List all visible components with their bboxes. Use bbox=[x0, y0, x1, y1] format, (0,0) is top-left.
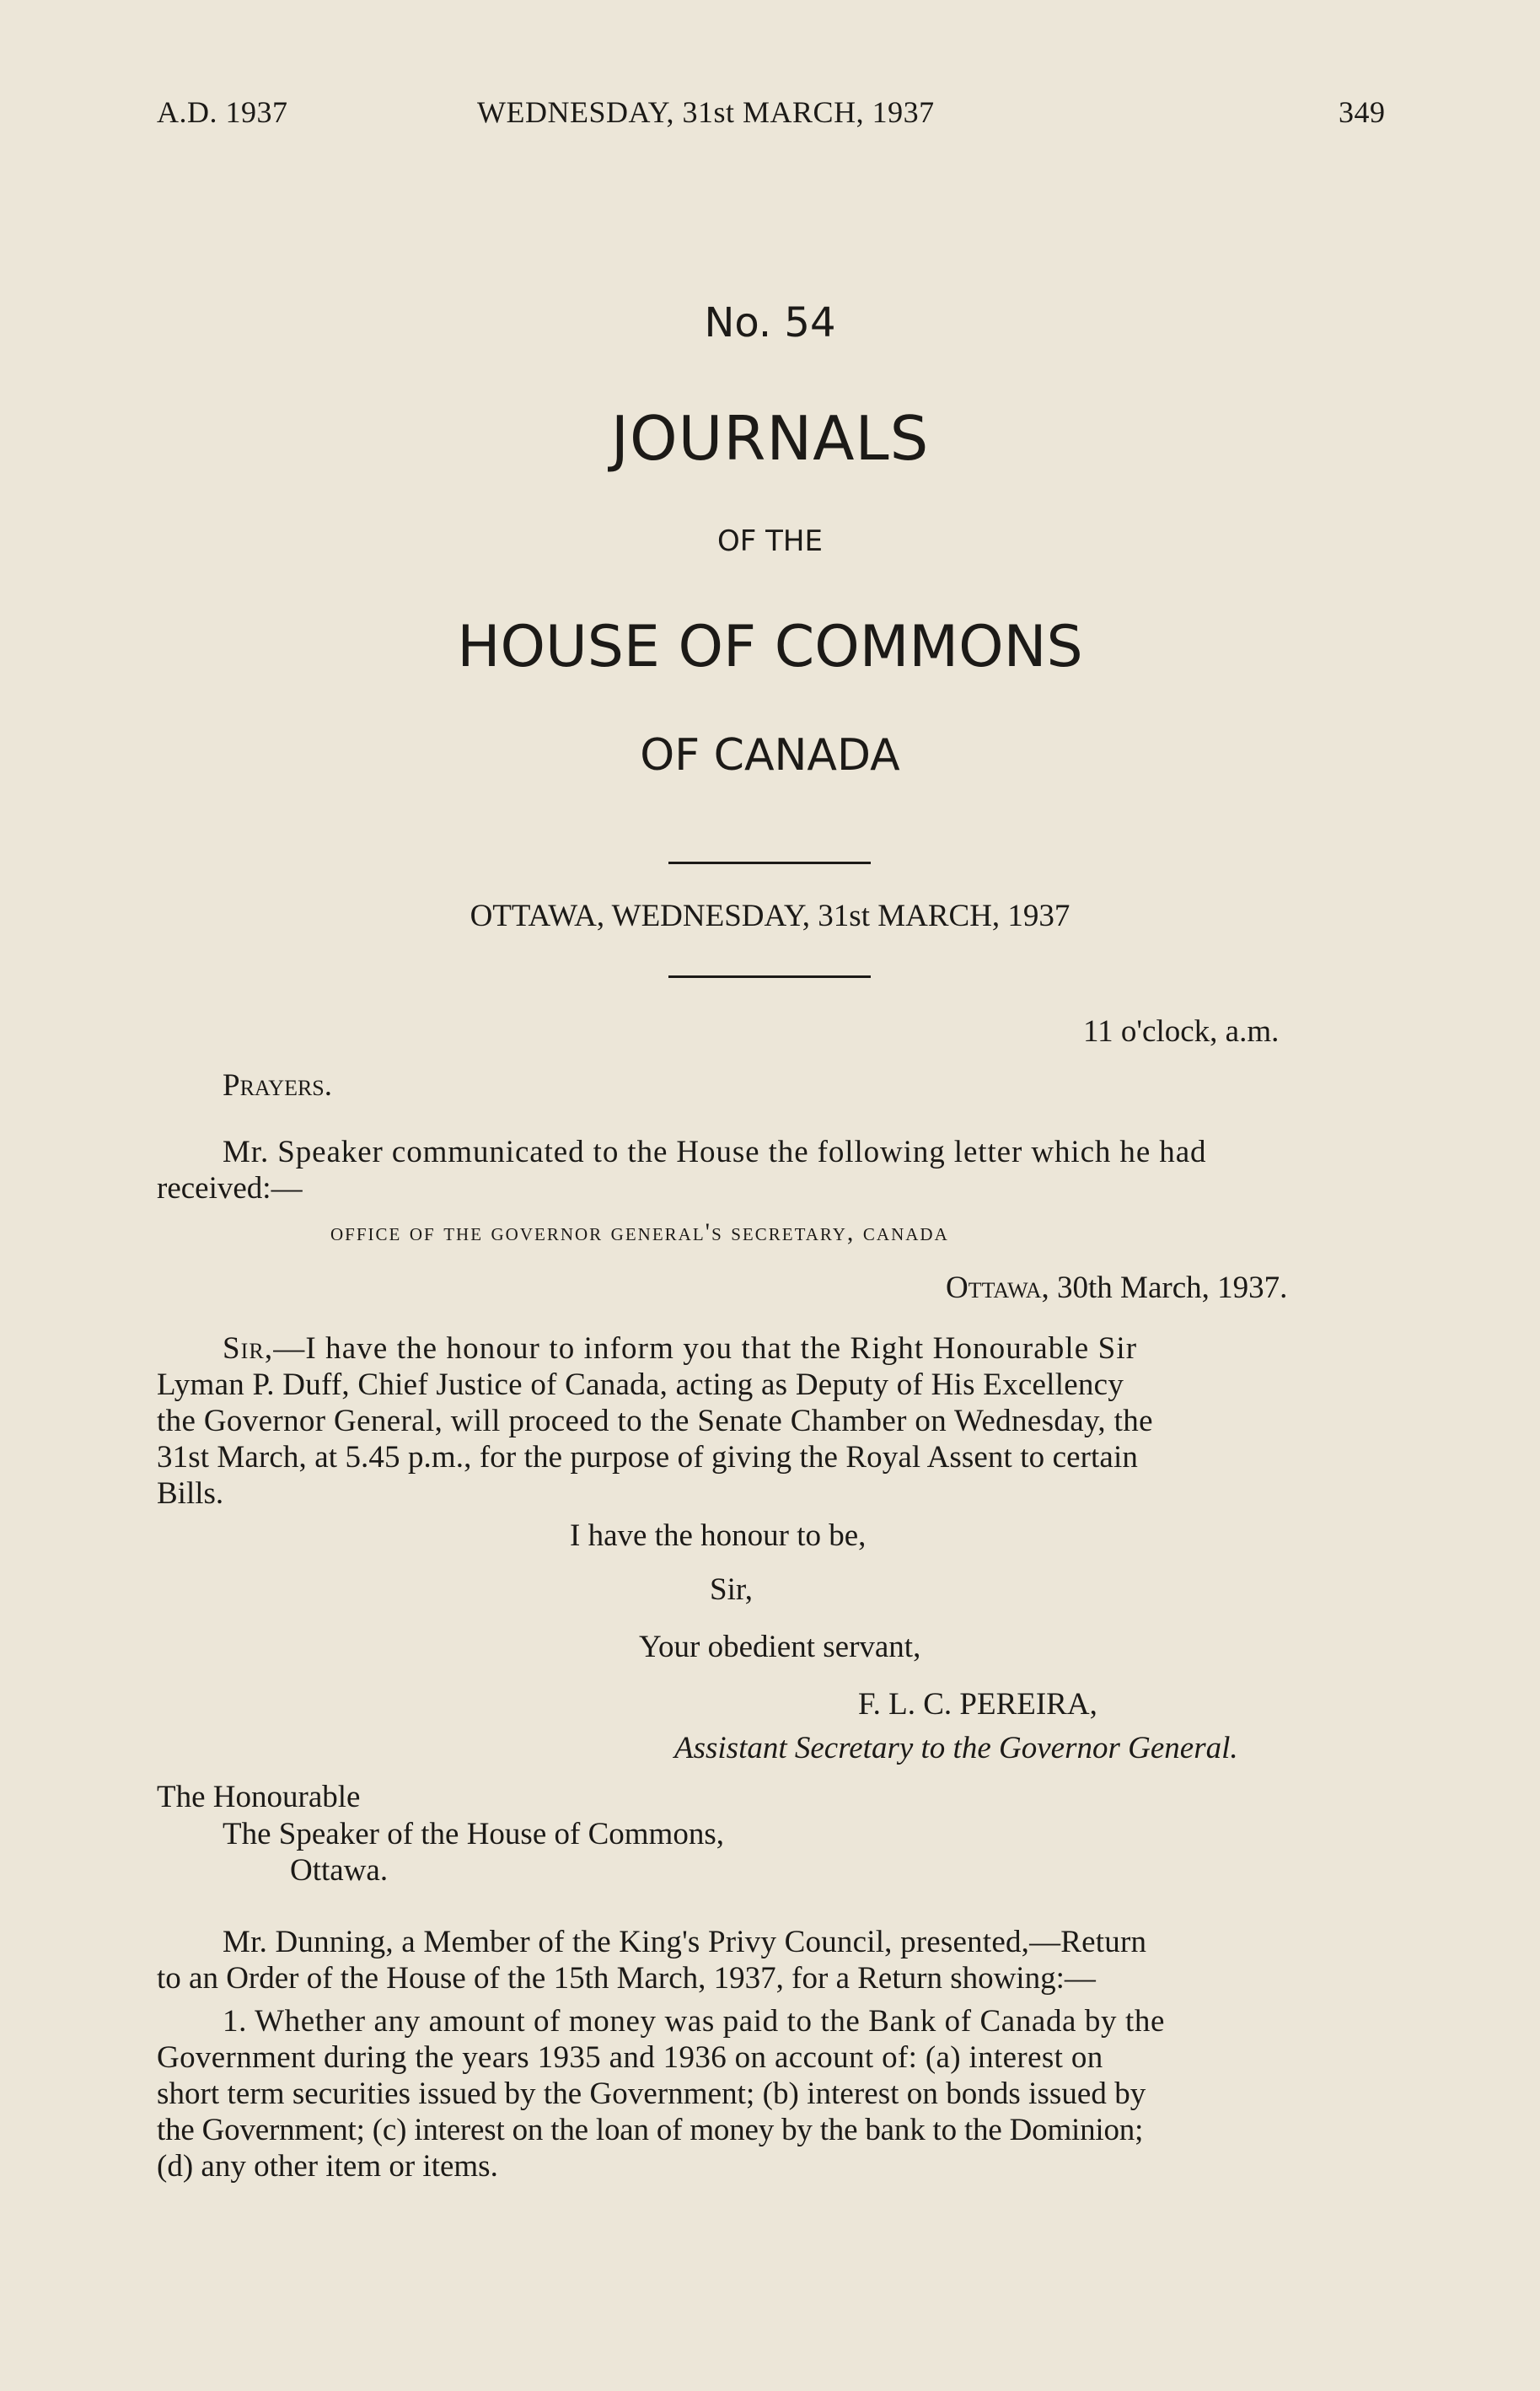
closing-line3: Your obedient servant, bbox=[639, 1630, 921, 1664]
journals-title: JOURNALS bbox=[610, 403, 930, 474]
addressee-line3: Ottawa. bbox=[290, 1853, 389, 1888]
canada-title: OF CANADA bbox=[640, 730, 900, 781]
letter-body-line5: Bills. bbox=[157, 1476, 224, 1511]
letter-body-line2: Lyman P. Duff, Chief Justice of Canada, acting as Deputy of His Excellency bbox=[157, 1367, 1124, 1402]
dunning-line1: Mr. Dunning, a Member of the King's Privy Council, presented,—Return bbox=[223, 1925, 1147, 1959]
item1-line5: (d) any other item or items. bbox=[157, 2149, 498, 2184]
journal-number: No. 54 bbox=[704, 299, 836, 347]
speaker-para-line2: received:— bbox=[157, 1171, 303, 1206]
divider-rule-bottom bbox=[668, 975, 871, 978]
signature-name: F. L. C. PEREIRA, bbox=[858, 1687, 1097, 1722]
signature-title: Assistant Secretary to the Governor General. bbox=[674, 1731, 1238, 1765]
item1-line1: 1. Whether any amount of money was paid to the Bank of Canada by the bbox=[223, 2004, 1165, 2039]
of-the-line: OF THE bbox=[717, 524, 823, 558]
letter-body-line1 bbox=[223, 1330, 1137, 1367]
letter-body-line4: 31st March, at 5.45 p.m., for the purpose of giving the Royal Assent to certain bbox=[157, 1440, 1138, 1475]
letter-place: Ottawa, bbox=[946, 1271, 1049, 1305]
office-heading: office of the governor general's secretary, canada bbox=[330, 1218, 949, 1246]
house-title: HOUSE OF COMMONS bbox=[457, 614, 1083, 680]
page-number: 349 bbox=[1339, 95, 1386, 129]
letter-salutation: Sir, bbox=[223, 1331, 274, 1366]
letter-body-text: —I have the honour to inform you that the Right Honourable Sir bbox=[273, 1331, 1138, 1366]
letter-date: 30th March, 1937. bbox=[1057, 1271, 1288, 1305]
speaker-para-line1: Mr. Speaker communicated to the House the following letter which he had bbox=[223, 1135, 1207, 1169]
dunning-line2: to an Order of the House of the 15th March, 1937, for a Return showing:— bbox=[157, 1961, 1096, 1996]
item1-line2: Government during the years 1935 and 1936 on account of: (a) interest on bbox=[157, 2040, 1103, 2075]
addressee-line2: The Speaker of the House of Commons, bbox=[223, 1817, 724, 1851]
header-date: WEDNESDAY, 31st MARCH, 1937 bbox=[477, 95, 935, 129]
letter-place-date bbox=[946, 1270, 1287, 1306]
divider-rule-top bbox=[668, 862, 871, 864]
sitting-time: 11 o'clock, a.m. bbox=[1083, 1014, 1280, 1049]
closing-line2: Sir, bbox=[710, 1572, 753, 1607]
dateline: OTTAWA, WEDNESDAY, 31st MARCH, 1937 bbox=[470, 899, 1070, 933]
addressee-line1: The Honourable bbox=[157, 1780, 361, 1814]
header-year: A.D. 1937 bbox=[157, 95, 288, 129]
item1-line3: short term securities issued by the Government; (b) interest on bonds issued by bbox=[157, 2077, 1146, 2111]
prayers-heading: Prayers. bbox=[223, 1068, 333, 1103]
letter-body-line3: the Governor General, will proceed to the Senate Chamber on Wednesday, the bbox=[157, 1404, 1153, 1438]
closing-line1: I have the honour to be, bbox=[570, 1518, 867, 1553]
item1-line4: the Government; (c) interest on the loan of money by the bank to the Dominion; bbox=[157, 2113, 1144, 2147]
